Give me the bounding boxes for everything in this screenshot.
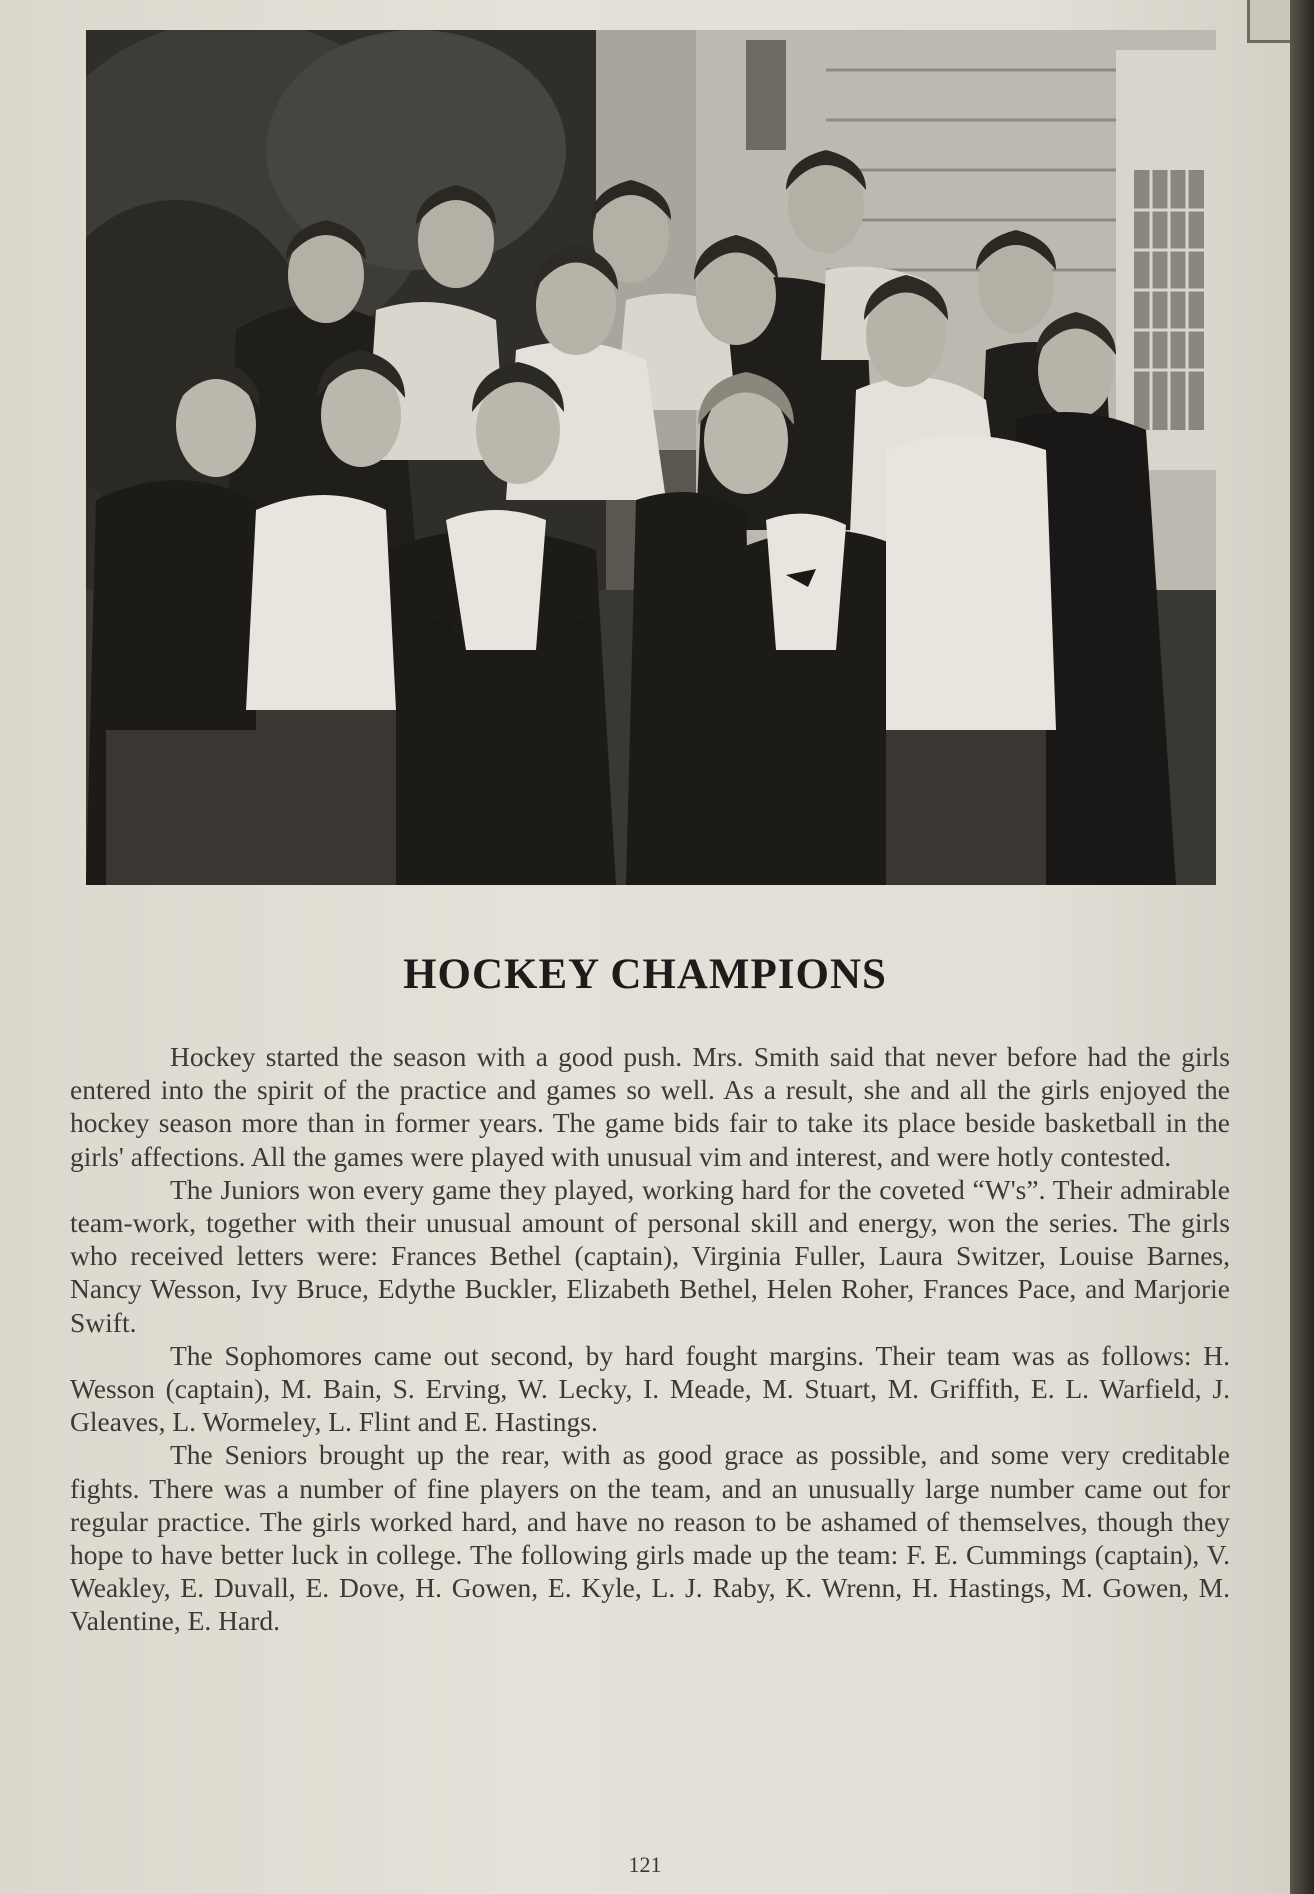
page-title: HOCKEY CHAMPIONS: [403, 951, 887, 998]
paragraph-juniors: The Juniors won every game they played, working hard for the coveted “W's”. Their admirable team-work, together with their unusual amount of personal skill and energy, won the series. The girls who received letters were: Frances Bethel (captain), Virginia Fuller, Laura Switzer, Louise Barnes, Nancy Wesson, Ivy Bruce, Edythe Buckler, Elizabeth Bethel, Helen Roher, Frances Pace, and Marjorie Swift.: [70, 1173, 1230, 1338]
team-photo-illustration: [86, 30, 1216, 885]
article-body: [70, 1040, 1230, 1638]
paragraph-seniors: The Seniors brought up the rear, with as good grace as possible, and some very creditable fights. There was a number of fine players on the team, and an unusually large number came out for regular practice. The girls worked hard, and have no reason to be ashamed of themselves, though they hope to have better luck in college. The following girls made up the team: F. E. Cummings (captain), V. Weakley, E. Duvall, E. Dove, H. Gowen, E. Kyle, L. J. Raby, K. Wrenn, H. Hastings, M. Gowen, M. Valentine, E. Hard.: [70, 1439, 1230, 1637]
paragraph-sophomores: The Sophomores came out second, by hard fought margins. Their team was as follows: H. Wesson (captain), M. Bain, S. Erving, W. Lecky, I. Meade, M. Stuart, M. Griffith, E. L. Warfield, J. Gleaves, L. Wormeley, L. Flint and E. Hastings.: [70, 1339, 1230, 1438]
book-spine-edge: [1290, 0, 1314, 1894]
paragraph-intro: Hockey started the season with a good push. Mrs. Smith said that never before had the girls entered into the spirit of the practice and games so well. As a result, she and all the girls enjoyed the hockey season more than in former years. The game bids fair to take its place beside basketball in the girls' affections. All the games were played with unusual vim and interest, and were hotly contested.: [70, 1041, 1230, 1172]
team-photograph: [86, 30, 1216, 885]
page-number: 121: [628, 1852, 662, 1877]
page-corner-ornament: [1247, 0, 1290, 43]
